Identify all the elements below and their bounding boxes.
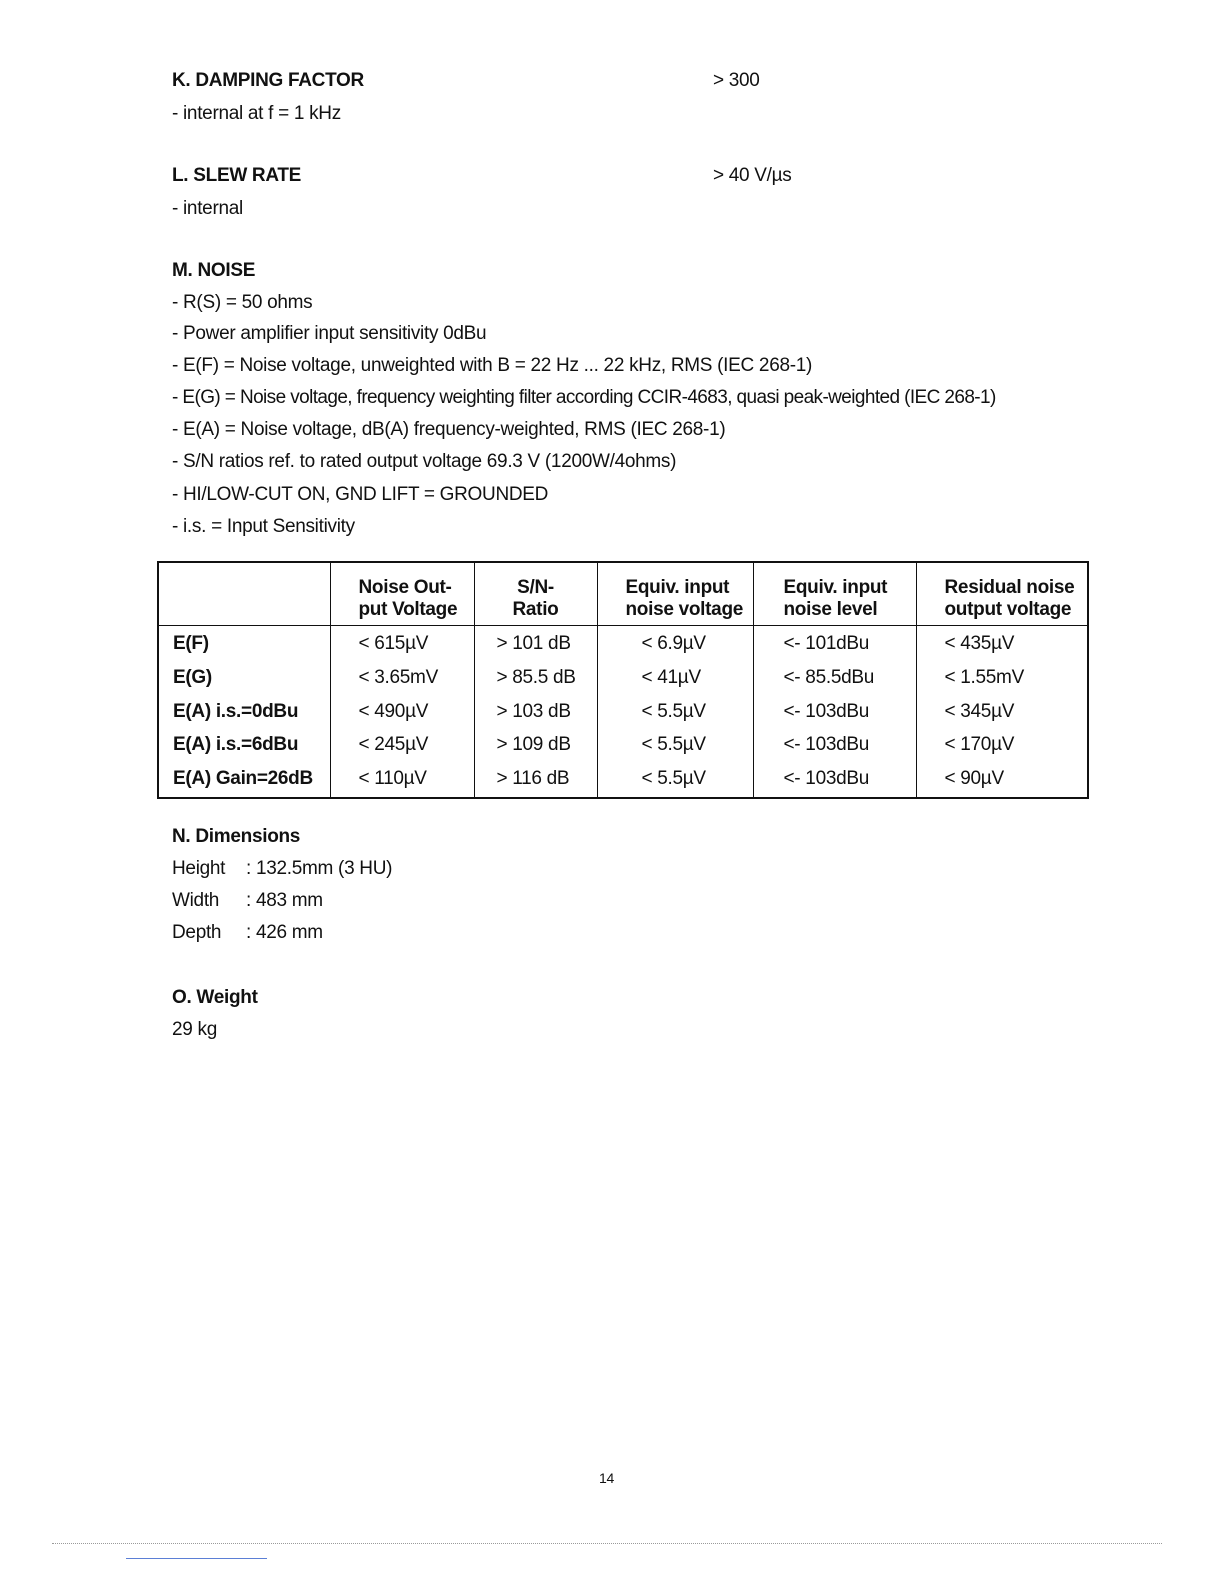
- table-header-row: [158, 562, 1088, 625]
- row-label: E(A) Gain=26dB: [173, 768, 313, 790]
- noise-note-line: - R(S) = 50 ohms: [172, 292, 313, 313]
- table-row: [158, 625, 1088, 661]
- table-cell: < 490µV: [330, 696, 474, 730]
- dimension-label-width: Width: [172, 890, 220, 911]
- dimension-label-depth: Depth: [172, 922, 222, 943]
- header-text: Equiv. input noise voltage: [625, 577, 744, 620]
- table-cell: <- 85.5dBu: [753, 662, 916, 696]
- table-cell: <- 101dBu: [753, 625, 916, 661]
- header-text: Residual noise output voltage: [944, 577, 1075, 620]
- table-header-equiv-noise-voltage: [597, 562, 753, 625]
- header-text: Noise Out- put Voltage: [358, 577, 458, 620]
- row-label: E(A) i.s.=6dBu: [173, 734, 299, 756]
- table-cell: < 1.55mV: [916, 662, 1088, 696]
- noise-note-line: - HI/LOW-CUT ON, GND LIFT = GROUNDED: [172, 484, 549, 505]
- table-cell: > 116 dB: [474, 763, 597, 798]
- table-header-equiv-noise-level: [753, 562, 916, 625]
- table-cell: < 3.65mV: [330, 662, 474, 696]
- damping-factor-value: > 300: [713, 70, 760, 91]
- table-cell: < 110µV: [330, 763, 474, 798]
- table-cell: > 103 dB: [474, 696, 597, 730]
- table-cell: < 5.5µV: [597, 763, 753, 798]
- table-row: [158, 696, 1088, 730]
- header-text: S/N- Ratio: [512, 577, 559, 620]
- dimension-value-depth: : 426 mm: [246, 922, 323, 943]
- slew-rate-value: > 40 V/µs: [713, 165, 792, 186]
- weight-heading: O. Weight: [172, 987, 258, 1008]
- damping-factor-note: - internal at f = 1 kHz: [172, 103, 341, 124]
- noise-note-line: - S/N ratios ref. to rated output voltage 69.3 V (1200W/4ohms): [172, 451, 677, 472]
- slew-rate-heading: L. SLEW RATE: [172, 165, 302, 186]
- table-cell: > 101 dB: [474, 625, 597, 661]
- dimension-value-width: : 483 mm: [246, 890, 323, 911]
- slew-rate-note: - internal: [172, 198, 243, 219]
- page-number: 14: [599, 1470, 614, 1486]
- noise-note-line: - i.s. = Input Sensitivity: [172, 516, 355, 537]
- weight-value: 29 kg: [172, 1019, 217, 1040]
- table-cell: <- 103dBu: [753, 729, 916, 763]
- table-row: [158, 662, 1088, 696]
- noise-table: [157, 561, 1089, 799]
- table-cell: > 109 dB: [474, 729, 597, 763]
- dimension-value-height: : 132.5mm (3 HU): [246, 858, 393, 879]
- table-header-sn-ratio: [474, 562, 597, 625]
- table-cell: < 41µV: [597, 662, 753, 696]
- row-label: E(G): [173, 666, 212, 688]
- table-row: [158, 729, 1088, 763]
- table-cell: < 345µV: [916, 696, 1088, 730]
- noise-note-line: - E(F) = Noise voltage, unweighted with B = 22 Hz ... 22 kHz, RMS (IEC 268-1): [172, 355, 813, 376]
- table-cell: < 5.5µV: [597, 696, 753, 730]
- row-label: E(A) i.s.=0dBu: [173, 700, 299, 722]
- table-cell: <- 103dBu: [753, 696, 916, 730]
- noise-note-line: - Power amplifier input sensitivity 0dBu: [172, 323, 487, 344]
- damping-factor-heading: K. DAMPING FACTOR: [172, 70, 364, 91]
- header-text: Equiv. input noise level: [783, 577, 888, 620]
- row-label: E(F): [173, 632, 209, 654]
- table-header-residual-noise: [916, 562, 1088, 625]
- noise-heading: M. NOISE: [172, 260, 256, 281]
- table-row: [158, 763, 1088, 798]
- table-cell: < 615µV: [330, 625, 474, 661]
- table-cell: <- 103dBu: [753, 763, 916, 798]
- table-header-noise-output: [330, 562, 474, 625]
- bottom-dotted-divider: [52, 1543, 1162, 1544]
- table-cell: < 90µV: [916, 763, 1088, 798]
- table-cell: < 170µV: [916, 729, 1088, 763]
- table-cell: > 85.5 dB: [474, 662, 597, 696]
- table-cell: < 5.5µV: [597, 729, 753, 763]
- table-cell: < 435µV: [916, 625, 1088, 661]
- table-cell: < 245µV: [330, 729, 474, 763]
- noise-note-line: - E(G) = Noise voltage, frequency weighting filter according CCIR-4683, quasi peak-weighted (IEC 268-1): [172, 387, 996, 408]
- noise-note-line: - E(A) = Noise voltage, dB(A) frequency-weighted, RMS (IEC 268-1): [172, 419, 726, 440]
- dimension-label-height: Height: [172, 858, 226, 879]
- bottom-blue-divider: [126, 1558, 267, 1559]
- table-cell: < 6.9µV: [597, 625, 753, 661]
- table-header-empty: [158, 562, 330, 625]
- dimensions-heading: N. Dimensions: [172, 826, 301, 847]
